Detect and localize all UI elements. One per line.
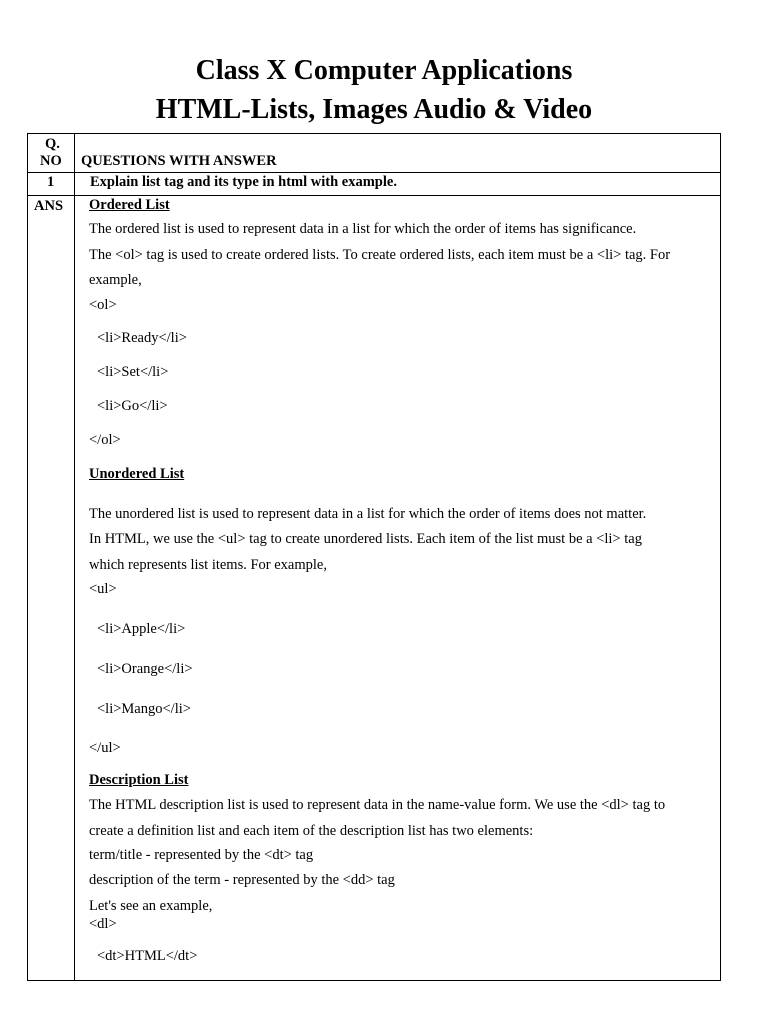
ordered-list-heading: Ordered List: [89, 197, 170, 213]
unordered-paragraph-1: The unordered list is used to represent data in a list for which the order of items does not matter.: [89, 506, 647, 522]
question-number: 1: [47, 174, 55, 190]
ul-open-tag: <ul>: [89, 581, 117, 597]
description-term-line: term/title - represented by the <dt> tag: [89, 847, 314, 863]
description-list-heading: Description List: [89, 772, 189, 788]
column-divider: [74, 134, 75, 980]
header-row-divider: [28, 172, 720, 173]
ol-item: <li>Set</li>: [97, 364, 169, 380]
questions-header: QUESTIONS WITH ANSWER: [81, 153, 277, 169]
description-desc-line: description of the term - represented by the <dd> tag: [89, 872, 395, 888]
ordered-paragraph-2-cont: example,: [89, 272, 142, 288]
question-row-divider: [28, 195, 720, 196]
ul-item: <li>Orange</li>: [97, 661, 193, 677]
description-example-line: Let's see an example,: [89, 898, 213, 914]
ol-item: <li>Go</li>: [97, 398, 168, 414]
ul-item: <li>Apple</li>: [97, 621, 186, 637]
answer-label: ANS: [34, 198, 64, 214]
dt-item: <dt>HTML</dt>: [97, 948, 198, 964]
qno-header-line1: Q.: [45, 136, 60, 152]
ol-open-tag: <ol>: [89, 297, 117, 313]
unordered-paragraph-2-cont: which represents list items. For example,: [89, 557, 327, 573]
description-paragraph-1: The HTML description list is used to represent data in the name-value form. We use the <dl> tag to: [89, 797, 666, 813]
ol-close-tag: </ol>: [89, 432, 121, 448]
page-subtitle: HTML-Lists, Images Audio & Video: [155, 94, 593, 125]
ordered-paragraph-1: The ordered list is used to represent data in a list for which the order of items has significance.: [89, 221, 637, 237]
ol-item: <li>Ready</li>: [97, 330, 187, 346]
description-paragraph-1-cont: create a definition list and each item of the description list has two elements:: [89, 823, 534, 839]
ul-close-tag: </ul>: [89, 740, 121, 756]
ul-item: <li>Mango</li>: [97, 701, 191, 717]
page-title: Class X Computer Applications: [195, 55, 573, 86]
question-text: Explain list tag and its type in html with example.: [90, 174, 397, 190]
unordered-paragraph-2: In HTML, we use the <ul> tag to create unordered lists. Each item of the list must be a <li> tag: [89, 531, 642, 547]
unordered-list-heading: Unordered List: [89, 466, 185, 482]
qno-header-line2: NO: [40, 153, 62, 169]
dl-open-tag: <dl>: [89, 916, 117, 932]
ordered-paragraph-2: The <ol> tag is used to create ordered lists. To create ordered lists, each item must be a <li> tag. For: [89, 247, 671, 263]
